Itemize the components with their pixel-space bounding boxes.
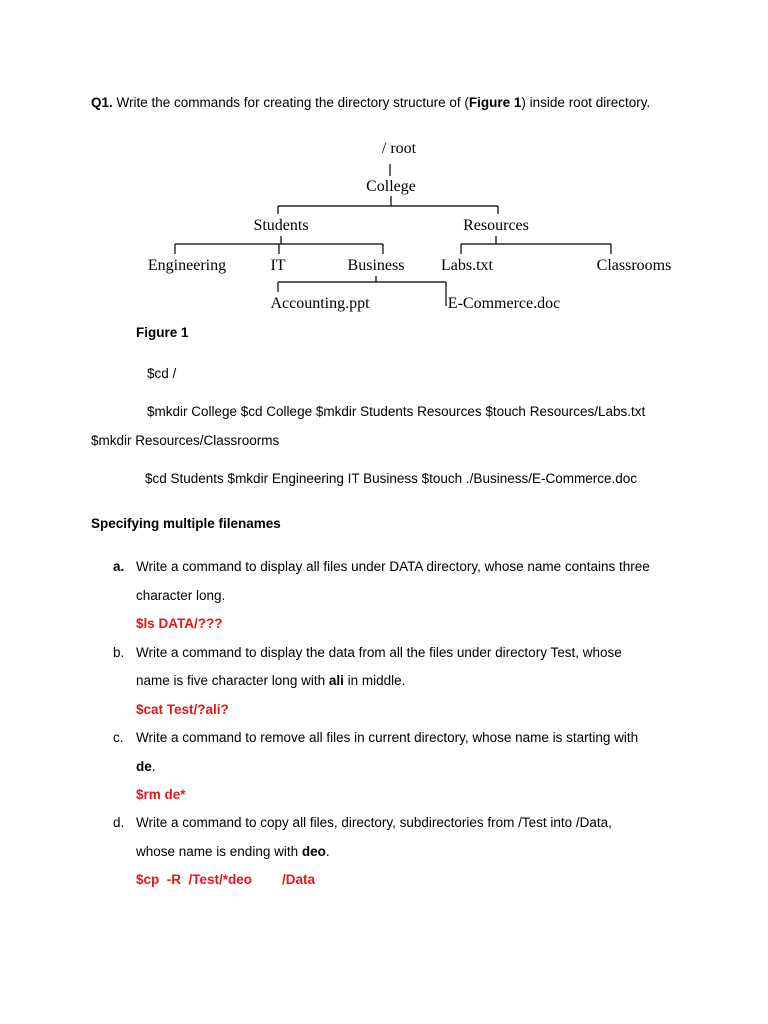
node-labs: Labs.txt: [441, 257, 493, 274]
item-b-text-line-2: [136, 673, 405, 689]
item-c-text-line-2: [136, 759, 156, 775]
item-a-marker: a.: [113, 559, 125, 574]
item-c-text-line-1: Write a command to remove all files in current directory, whose name is starting with: [136, 730, 639, 745]
item-b-text-pre: name is five character long with: [136, 673, 329, 688]
node-students: Students: [253, 217, 309, 234]
item-b-text-line-1: Write a command to display the data from all the files under directory Test, whose: [136, 645, 622, 660]
item-d-text-pre: whose name is ending with: [136, 844, 302, 859]
node-accounting: Accounting.ppt: [270, 295, 370, 312]
item-d-keyword: deo: [301, 844, 326, 859]
node-college: College: [366, 178, 416, 195]
item-c-text-post: .: [151, 759, 156, 774]
question-text-post: ) inside root directory.: [521, 95, 651, 110]
item-a-text-line-2: character long.: [136, 588, 226, 603]
item-b-keyword: ali: [328, 673, 344, 688]
node-root: / root: [381, 140, 417, 157]
answer-line-3: $mkdir Resources/Classroorms: [91, 433, 280, 448]
directory-tree-figure: [0, 0, 768, 330]
item-c-marker: c.: [113, 730, 124, 745]
item-d-text-line-2: [136, 844, 330, 860]
node-business: Business: [347, 257, 405, 274]
item-c-keyword: de: [136, 759, 152, 774]
question-text-pre: Write the commands for creating the directory structure of (: [112, 95, 469, 110]
node-engineering: Engineering: [147, 257, 227, 274]
answer-line-2: $mkdir College $cd College $mkdir Students Resources $touch Resources/Labs.txt: [147, 404, 646, 419]
answer-line-1: $cd /: [147, 366, 177, 381]
node-it: IT: [270, 257, 286, 274]
node-resources: Resources: [463, 217, 529, 234]
item-a-answer: $ls DATA/???: [136, 616, 223, 631]
item-b-marker: b.: [113, 645, 125, 660]
item-d-marker: d.: [113, 815, 125, 830]
item-d-text-line-1: Write a command to copy all files, directory, subdirectories from /Test into /Data,: [136, 815, 612, 830]
figure-caption: Figure 1: [136, 325, 189, 340]
node-classrooms: Classrooms: [596, 257, 672, 274]
figure-reference: Figure 1: [468, 95, 522, 110]
answer-line-4: $cd Students $mkdir Engineering IT Business $touch ./Business/E-Commerce.doc: [145, 471, 637, 486]
item-d-answer: $cp -R /Test/*deo /Data: [136, 872, 316, 887]
item-a-text-line-1: Write a command to display all files under DATA directory, whose name contains three: [136, 559, 650, 574]
section-heading: Specifying multiple filenames: [91, 516, 281, 531]
item-c-answer: $rm de*: [136, 787, 186, 802]
item-b-answer: $cat Test/?ali?: [136, 702, 229, 717]
item-d-text-post: .: [325, 844, 330, 859]
item-b-text-post: in middle.: [343, 673, 406, 688]
node-ecommerce: E-Commerce.doc: [447, 295, 561, 312]
question-number: Q1.: [91, 95, 113, 110]
